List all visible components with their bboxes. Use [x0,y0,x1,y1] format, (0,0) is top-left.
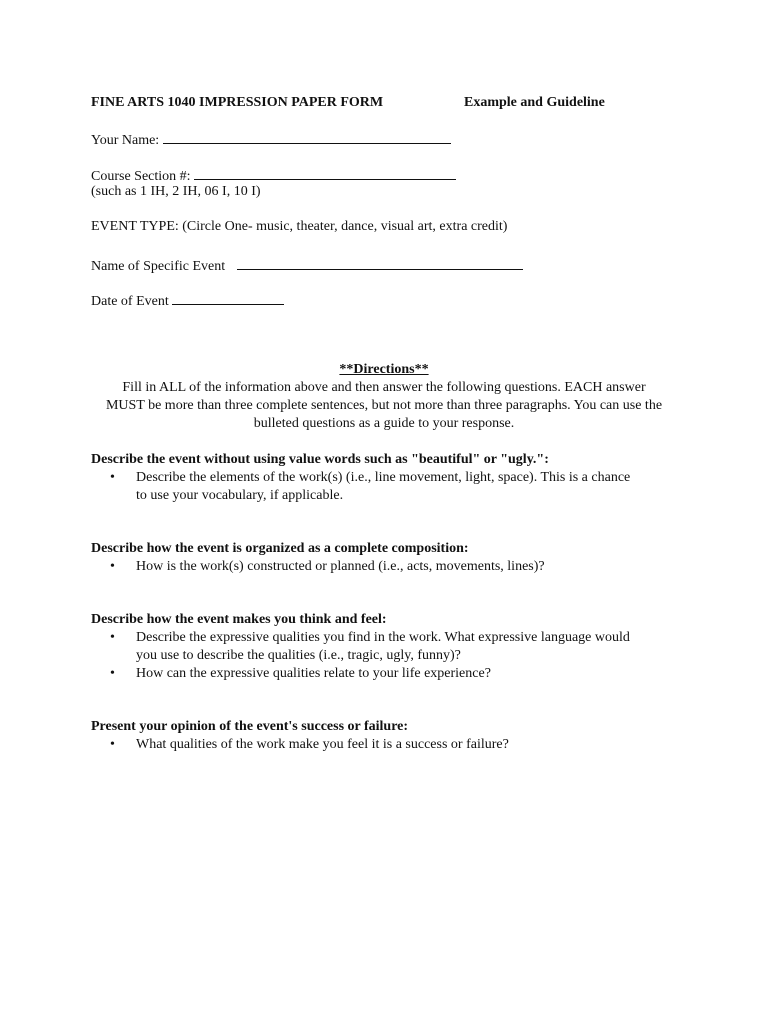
bullet-text-line: you use to describe the qualities (i.e., tragic, ugly, funny)? [136,648,461,663]
event-type-line: EVENT TYPE: (Circle One- music, theater, dance, visual art, extra credit) [91,219,508,234]
list-item [91,665,630,683]
section-heading-describe-event: Describe the event without using value words such as "beautiful" or "ugly.": [91,452,549,467]
bullet-text-line: • Describe the elements of the work(s) (i.e., line movement, light, space). This is a chance [136,470,631,485]
name-field-label: Your Name: [91,133,160,148]
section-field-label: Course Section #: [91,169,191,184]
section-field-blank[interactable] [194,165,456,180]
name-field-blank[interactable] [163,129,451,144]
event-date-label: Date of Event [91,294,169,309]
event-name-blank[interactable] [237,255,523,270]
event-name-row [91,255,523,276]
section-bullets-describe-event [91,469,630,505]
section-bullets-organization [91,558,545,576]
name-field-row [91,129,451,150]
section-bullets-think-feel [91,629,630,683]
directions-title: **Directions** [339,362,429,377]
list-item [91,736,509,754]
section-heading-opinion: Present your opinion of the event's success or failure: [91,719,409,734]
section-bullets-opinion [91,736,509,754]
bullet-text-line: • Describe the expressive qualities you find in the work. What expressive language would [136,630,630,645]
section-heading-think-feel: Describe how the event makes you think and feel: [91,612,387,627]
list-item [91,629,630,665]
event-date-row [91,290,284,311]
bullet-text-line: • How is the work(s) constructed or planned (i.e., acts, movements, lines)? [136,559,545,574]
bullet-text-line: to use your vocabulary, if applicable. [136,488,344,503]
section-heading-organization: Describe how the event is organized as a complete composition: [91,541,469,556]
directions-line-2: MUST be more than three complete sentences, but not more than three paragraphs. You can use the [105,398,663,413]
bullet-text-line: • What qualities of the work make you feel it is a success or failure? [136,737,509,752]
event-date-blank[interactable] [172,290,284,305]
directions-line-3: bulleted questions as a guide to your response. [253,416,515,431]
directions-line-1: Fill in ALL of the information above and then answer the following questions. EACH answer [122,380,646,395]
bullet-text-line: • How can the expressive qualities relate to your life experience? [136,666,491,681]
form-subtitle: Example and Guideline [464,95,605,110]
list-item [91,558,545,576]
event-name-label: Name of Specific Event [91,259,226,274]
list-item [91,469,630,505]
section-field-hint: (such as 1 IH, 2 IH, 06 I, 10 I) [91,184,261,199]
form-title: FINE ARTS 1040 IMPRESSION PAPER FORM [91,95,384,110]
